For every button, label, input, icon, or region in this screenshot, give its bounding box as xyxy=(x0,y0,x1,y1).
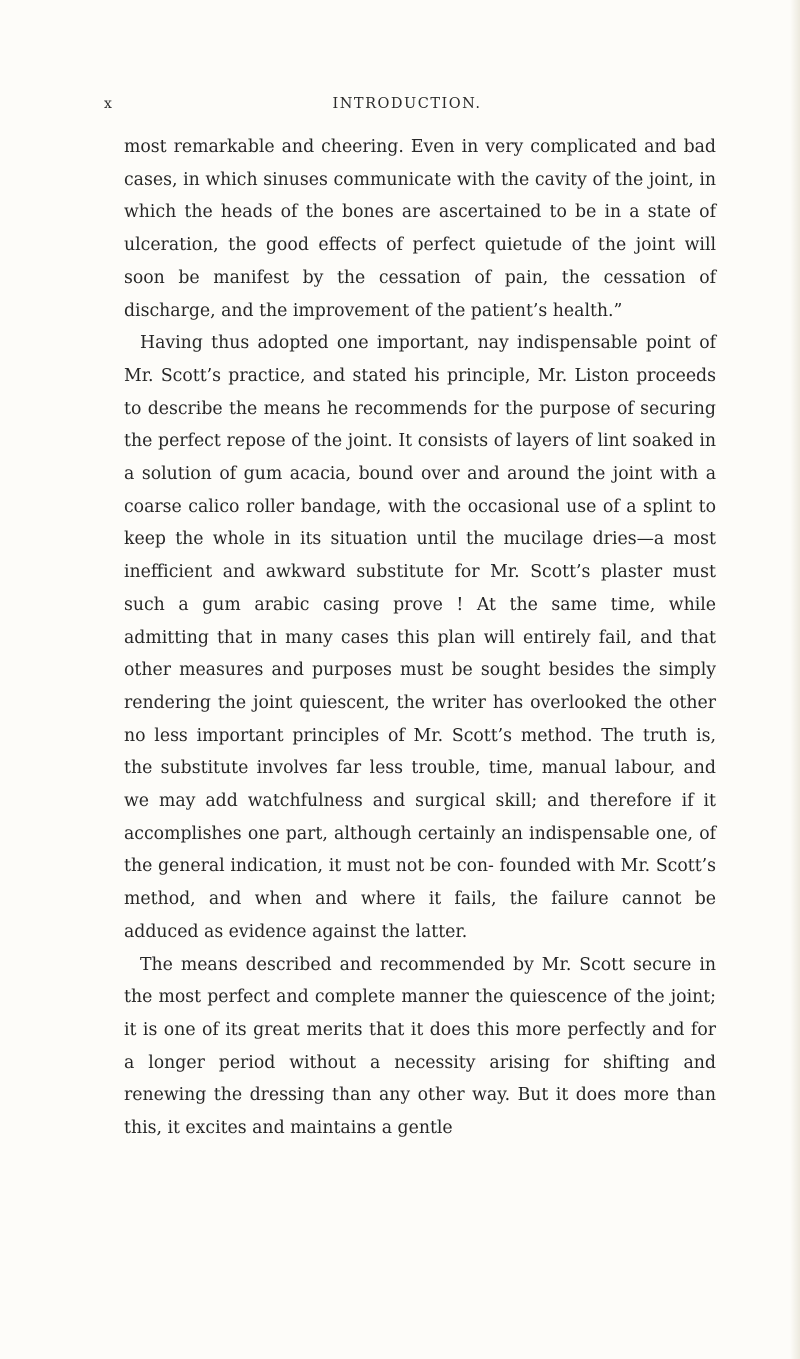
page-number: x xyxy=(104,96,113,112)
paragraph-continued: most remarkable and cheering. Even in very complicated and bad cases, in which sinuses communicate with the cavity of the joint, in which the heads of the bones are ascertained to be in a state of ulceration, the good effects of perfect quietude of the joint will soon be manifest by the cessation of pain, the cessation of discharge, and the improvement of the patient’s health.” xyxy=(124,137,716,321)
paragraph-scott-means: The means described and recommended by Mr. Scott secure in the most perfect and complete manner the quiescence of the joint; it is one of its great merits that it does this more perfectly and for a longer period without a necessity arising for shifting and renewing the dressing than any other way. But it does more than this, it excites and maintains a gentle xyxy=(124,954,716,1139)
page-header xyxy=(104,96,710,120)
running-head: INTRODUCTION. xyxy=(332,96,482,112)
paragraph-liston-method: Having thus adopted one important, nay indispensable point of Mr. Scott’s practice, and stated his principle, Mr. Liston proceeds to describe the means he recommends for the purpose of securing the perfect repose of the joint. It consists of layers of lint soaked in a solution of gum acacia, bound over and around the joint with a coarse calico roller bandage, with the occasional use of a splint to keep the whole in its situation until the mucilage dries—a most inefficient and awkward substitute for Mr. Scott’s plaster must such a gum arabic casing prove ! At the same time, while admitting that in many cases this plan will entirely fail, and that other measures and purposes must be sought besides the simply rendering the joint quiescent, the writer has overlooked the other no less important principles of Mr. Scott’s method. The truth is, the substitute involves far less trouble, time, manual labour, and we may add watchfulness and surgical skill; and therefore if it accomplishes one part, although certainly an indispensable one, of the general indication, it must not be con- founded with Mr. Scott’s method, and when and where it fails, the failure cannot be adduced as evidence against the latter. xyxy=(124,333,716,942)
body-text xyxy=(124,131,716,1145)
page-edge-shadow xyxy=(790,0,800,1359)
